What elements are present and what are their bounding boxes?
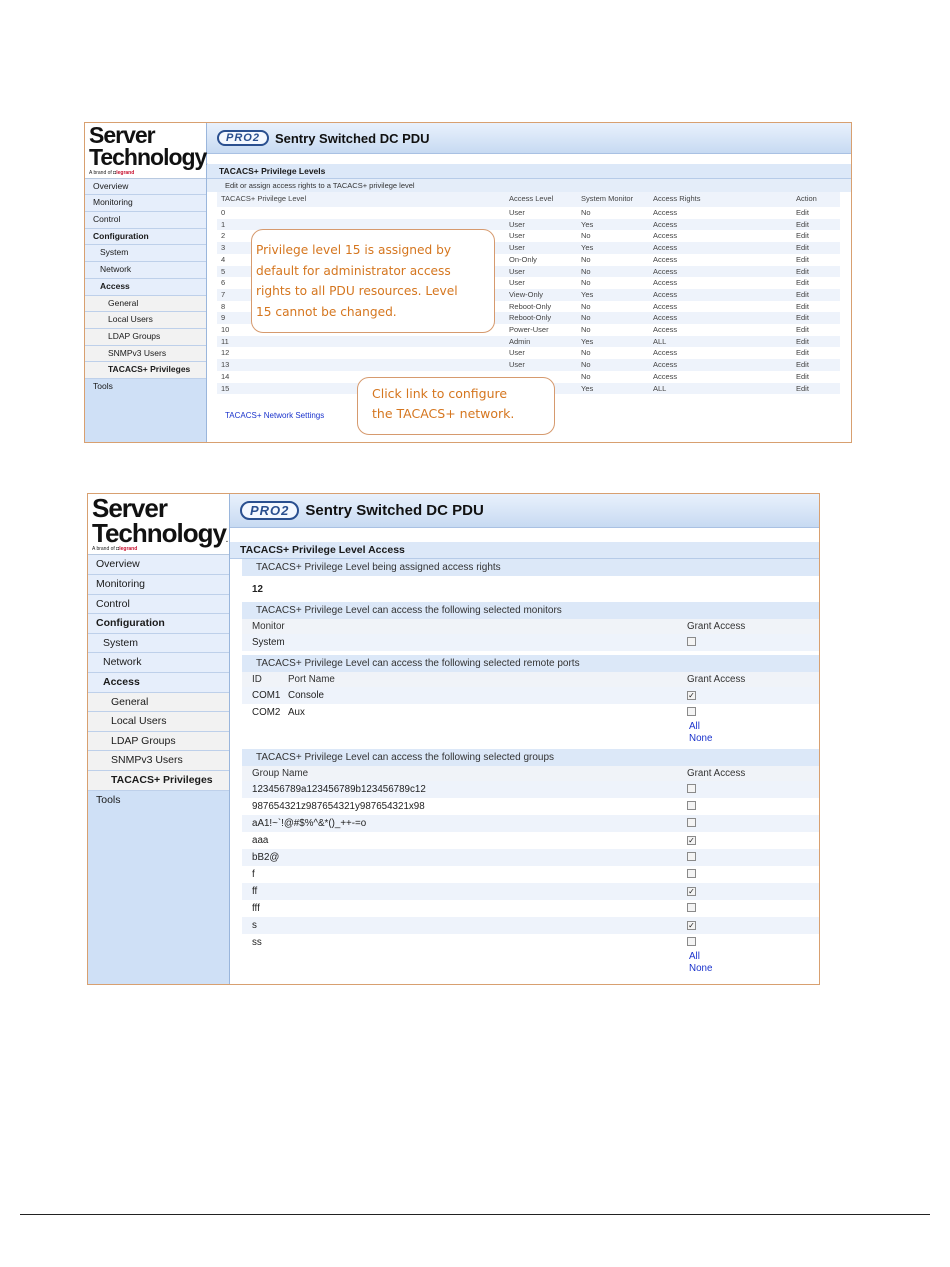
main-panel: [230, 494, 819, 984]
nav-tacacs-privileges[interactable]: TACACS+ Privileges: [85, 362, 206, 379]
access-level-cell: User: [505, 359, 577, 371]
edit-link[interactable]: Edit: [796, 254, 809, 264]
logo-line1: Server: [92, 493, 167, 523]
callout-line: default for administrator access: [256, 263, 451, 278]
nav-system[interactable]: System: [85, 245, 206, 262]
group-row: [242, 900, 819, 917]
nav-network[interactable]: Network: [85, 262, 206, 279]
col-grant-access: Grant Access: [687, 674, 746, 685]
col-action: Action: [792, 192, 840, 207]
col-group-name: Group Name: [252, 768, 309, 779]
logo-tagline-prefix: A brand of: [92, 546, 115, 553]
privilege-levels-screenshot: [84, 122, 852, 443]
edit-link[interactable]: Edit: [796, 278, 809, 288]
system-monitor-cell: No: [581, 231, 591, 241]
group-name: f: [252, 869, 255, 880]
edit-link[interactable]: Edit: [792, 289, 840, 301]
group-row: [242, 832, 819, 849]
nav-overview[interactable]: Overview: [88, 555, 229, 575]
nav-tools[interactable]: Tools: [96, 793, 121, 806]
logo-line2: Technology: [89, 143, 207, 170]
grant-cell: [687, 707, 696, 719]
access-level-cell: User: [509, 208, 525, 217]
grant-cell: [687, 903, 696, 915]
level-value-row: [242, 576, 819, 602]
groups-select-links: [689, 951, 819, 975]
level-cell: 5: [217, 266, 505, 278]
grant-access-checkbox[interactable]: [687, 637, 696, 646]
section-title: TACACS+ Privilege Level Access: [230, 542, 819, 559]
level-cell: 14: [221, 371, 230, 381]
system-monitor-cell: No: [581, 325, 591, 335]
level-cell: 6: [221, 278, 226, 288]
port-row: [242, 704, 819, 721]
grant-cell: [687, 818, 696, 830]
section-title: TACACS+ Privilege Levels: [207, 164, 851, 179]
table-row: [217, 336, 840, 348]
grant-access-checkbox[interactable]: [687, 801, 696, 810]
col-access-level: Access Level: [505, 192, 577, 207]
grant-access-checkbox[interactable]: ✓: [688, 836, 695, 845]
access-level-cell: View-Only: [505, 289, 577, 301]
nav-overview[interactable]: Overview: [85, 179, 206, 196]
logo-tm: .: [225, 536, 227, 544]
group-row: [242, 849, 819, 866]
level-cell: 11: [217, 336, 505, 348]
grant-access-checkbox[interactable]: [687, 903, 696, 912]
monitors-column-header: [242, 619, 819, 634]
page-header: [207, 123, 851, 154]
level-cell: 2: [221, 231, 226, 241]
callout-level-15: [251, 229, 495, 333]
system-monitor-cell: No: [577, 359, 649, 371]
grant-access-checkbox[interactable]: [687, 852, 696, 861]
edit-link[interactable]: Edit: [796, 325, 809, 335]
grant-access-checkbox[interactable]: [687, 869, 696, 878]
edit-link[interactable]: Edit: [792, 359, 840, 371]
nav-configuration[interactable]: Configuration: [85, 229, 206, 246]
nav-configuration[interactable]: Configuration: [88, 614, 229, 634]
group-name: ss: [252, 937, 262, 948]
level-cell: 7: [217, 289, 505, 301]
logo-line1: Server: [89, 122, 155, 148]
monitors-heading: TACACS+ Privilege Level can access the following selected monitors: [242, 602, 819, 619]
grant-cell: [687, 637, 696, 649]
access-level-cell: User: [509, 231, 525, 241]
col-level: TACACS+ Privilege Level: [217, 192, 505, 207]
grant-access-checkbox[interactable]: ✓: [688, 887, 695, 896]
edit-link[interactable]: Edit: [792, 312, 840, 324]
grant-cell: [687, 835, 696, 846]
access-rights-link[interactable]: Access: [649, 289, 792, 301]
logo-tagline-prefix: A brand of: [89, 169, 112, 176]
level-cell: 15: [217, 383, 505, 395]
page-header: [230, 494, 819, 528]
system-monitor-cell: Yes: [577, 336, 649, 348]
edit-link[interactable]: Edit: [792, 383, 840, 395]
grant-cell: [687, 690, 696, 701]
access-rights-link[interactable]: Access: [653, 208, 678, 217]
access-level-cell: User: [505, 219, 577, 231]
grant-cell: [687, 852, 696, 864]
port-id: COM2: [252, 707, 281, 718]
access-rights-link[interactable]: Access: [649, 266, 792, 278]
access-level-cell: Reboot-Only: [505, 312, 577, 324]
groups-none-link[interactable]: None: [689, 963, 713, 974]
server-technology-logo: Server Technology. A brand of ◘legrand: [88, 494, 229, 555]
access-level-cell: On-Only: [509, 254, 537, 264]
ports-none-link[interactable]: None: [689, 733, 713, 744]
grant-cell: [687, 920, 696, 931]
callout-line: 15 cannot be changed.: [256, 304, 397, 319]
col-id: ID: [252, 674, 262, 685]
group-row: [242, 883, 819, 900]
port-row: [242, 687, 819, 704]
access-rights-link[interactable]: Access: [653, 348, 678, 358]
groups-all-link[interactable]: All: [689, 951, 700, 962]
system-monitor-cell: Yes: [577, 242, 649, 254]
level-cell: 1: [217, 219, 505, 231]
level-value: 12: [252, 583, 263, 595]
system-monitor-cell: No: [581, 301, 591, 311]
access-rights-link[interactable]: Access: [653, 325, 678, 335]
pro2-badge: PRO2: [217, 130, 269, 146]
access-rights-link[interactable]: Access: [649, 312, 792, 324]
grant-cell: [687, 869, 696, 881]
access-level-cell: User: [509, 348, 525, 358]
group-row: [242, 798, 819, 815]
header-title: Sentry Switched DC PDU: [274, 130, 430, 146]
col-access-rights: Access Rights: [649, 192, 792, 207]
nav-snmpv3-users[interactable]: SNMPv3 Users: [88, 751, 229, 771]
group-name: s: [252, 920, 257, 931]
edit-link[interactable]: Edit: [792, 266, 840, 278]
callout-line: Privilege level 15 is assigned by: [256, 243, 452, 257]
system-monitor-cell: Yes: [577, 219, 649, 231]
nav-general[interactable]: General: [85, 296, 206, 313]
ports-column-header: [242, 672, 819, 687]
server-technology-logo: Server Technology A brand of ◘legrand: [85, 123, 206, 179]
nav-control[interactable]: Control: [88, 595, 229, 615]
port-name: Console: [288, 690, 324, 701]
access-rights-link[interactable]: Access: [653, 231, 678, 241]
edit-link[interactable]: Edit: [792, 219, 840, 231]
group-row: [242, 781, 819, 798]
access-rights-link: ALL: [649, 383, 792, 395]
access-rights-link[interactable]: Access: [653, 371, 678, 381]
access-rights-link[interactable]: Access: [653, 254, 678, 264]
monitor-row: [242, 634, 819, 651]
grant-cell: [687, 784, 696, 796]
access-level-cell: Power-User: [509, 325, 549, 335]
access-level-cell: User: [509, 278, 525, 288]
port-name: Aux: [288, 707, 305, 718]
edit-link[interactable]: Edit: [796, 371, 809, 381]
logo-legrand: legrand: [116, 169, 135, 176]
access-rights-link[interactable]: Access: [649, 219, 792, 231]
level-cell: 8: [221, 301, 226, 311]
privilege-level-access-screenshot: [87, 493, 820, 985]
grant-access-checkbox[interactable]: [687, 937, 696, 946]
callout-line: Click link to configure: [372, 386, 508, 401]
col-grant-access: Grant Access: [687, 621, 746, 632]
nav-ldap-groups[interactable]: LDAP Groups: [85, 329, 206, 346]
group-row: [242, 866, 819, 883]
grant-access-checkbox[interactable]: [687, 818, 696, 827]
group-row: [242, 917, 819, 934]
grant-cell: [687, 937, 696, 949]
callout-network-link: [357, 377, 555, 435]
grant-access-checkbox[interactable]: [687, 707, 696, 716]
edit-link[interactable]: Edit: [792, 242, 840, 254]
sidebar: [85, 123, 207, 442]
table-row: [217, 207, 840, 219]
group-name: bB2@: [252, 852, 280, 863]
group-name: aA1!~`!@#$%^&*()_++-=o: [252, 818, 367, 829]
nav-control[interactable]: Control: [85, 212, 206, 229]
system-monitor-cell: No: [577, 266, 649, 278]
level-cell: 13: [217, 359, 505, 371]
grant-cell: [687, 801, 696, 813]
system-monitor-cell: No: [581, 371, 591, 381]
logo-line2: Technology: [92, 517, 226, 548]
level-cell: 9: [217, 312, 505, 324]
nav-local-users[interactable]: Local Users: [85, 312, 206, 329]
edit-link[interactable]: Edit: [796, 348, 809, 358]
level-cell: 10: [221, 325, 230, 335]
nav-access[interactable]: Access: [88, 673, 229, 693]
ports-all-link[interactable]: All: [689, 721, 700, 732]
nav-ldap-groups[interactable]: LDAP Groups: [88, 732, 229, 752]
system-monitor-cell: No: [581, 208, 591, 217]
access-level-cell: Admin: [505, 336, 577, 348]
tacacs-network-settings-link[interactable]: TACACS+ Network Settings: [225, 411, 325, 420]
ports-select-links: [689, 721, 819, 745]
header-title: Sentry Switched DC PDU: [305, 502, 484, 519]
nav-tacacs-privileges[interactable]: TACACS+ Privileges: [88, 771, 229, 791]
access-rights-link[interactable]: Access: [653, 301, 678, 311]
port-id: COM1: [252, 690, 281, 701]
nav-monitoring[interactable]: Monitoring: [88, 575, 229, 595]
col-port-name: Port Name: [288, 674, 335, 685]
nav-system[interactable]: System: [88, 634, 229, 654]
nav-local-users[interactable]: Local Users: [88, 712, 229, 732]
ports-heading: TACACS+ Privilege Level can access the following selected remote ports: [242, 655, 819, 672]
access-rights-link[interactable]: Access: [649, 359, 792, 371]
groups-column-header: [242, 766, 819, 781]
callout-line: rights to all PDU resources. Level: [256, 284, 458, 299]
groups-heading: TACACS+ Privilege Level can access the following selected groups: [242, 749, 819, 766]
group-name: fff: [252, 903, 260, 914]
nav-network[interactable]: Network: [88, 653, 229, 673]
table-row: [217, 347, 840, 359]
group-row: [242, 815, 819, 832]
col-grant-access: Grant Access: [687, 768, 746, 779]
grant-access-checkbox[interactable]: ✓: [688, 921, 695, 930]
access-level-cell: Reboot-Only: [509, 301, 552, 311]
edit-link[interactable]: Edit: [796, 231, 809, 241]
level-heading: TACACS+ Privilege Level being assigned access rights: [242, 559, 819, 576]
access-level-cell: User: [505, 242, 577, 254]
system-monitor-cell: Yes: [577, 289, 649, 301]
access-rights-link[interactable]: Access: [649, 242, 792, 254]
access-rights-link[interactable]: Access: [653, 278, 678, 288]
page-footer-rule: [20, 1214, 930, 1215]
grant-cell: [687, 886, 696, 897]
table-row: [217, 359, 840, 371]
access-rights-link: ALL: [649, 336, 792, 348]
callout-line: the TACACS+ network.: [372, 406, 515, 421]
group-name: aaa: [252, 835, 269, 846]
nav-general[interactable]: General: [88, 693, 229, 713]
system-monitor-cell: Yes: [577, 383, 649, 395]
edit-link[interactable]: Edit: [796, 301, 809, 311]
nav-monitoring[interactable]: Monitoring: [85, 195, 206, 212]
system-monitor-cell: No: [581, 254, 591, 264]
nav-tools[interactable]: Tools: [93, 380, 113, 391]
system-monitor-cell: No: [577, 312, 649, 324]
monitor-name: System: [252, 637, 285, 648]
col-monitor: Monitor: [252, 621, 285, 632]
level-cell: 0: [221, 208, 226, 217]
group-name: 123456789a123456789b123456789c12: [252, 784, 426, 795]
group-name: ff: [252, 886, 258, 897]
nav-snmpv3-users[interactable]: SNMPv3 Users: [85, 346, 206, 363]
pro2-badge: PRO2: [240, 501, 299, 520]
col-system-monitor: System Monitor: [577, 192, 649, 207]
logo-legrand: legrand: [119, 546, 138, 553]
level-cell: 4: [221, 254, 226, 264]
access-level-cell: User: [505, 266, 577, 278]
system-monitor-cell: No: [581, 278, 591, 288]
edit-link[interactable]: Edit: [796, 208, 809, 217]
level-cell: 12: [221, 348, 230, 358]
group-row: [242, 934, 819, 951]
sidebar: [88, 494, 230, 984]
system-monitor-cell: No: [581, 348, 591, 358]
section-subtitle: Edit or assign access rights to a TACACS+ privilege level: [207, 179, 851, 192]
nav-access[interactable]: Access: [85, 279, 206, 296]
edit-link[interactable]: Edit: [792, 336, 840, 348]
grant-access-checkbox[interactable]: [687, 784, 696, 793]
grant-access-checkbox[interactable]: ✓: [688, 691, 695, 700]
level-cell: 3: [217, 242, 505, 254]
group-name: 987654321z987654321y987654321x98: [252, 801, 425, 812]
